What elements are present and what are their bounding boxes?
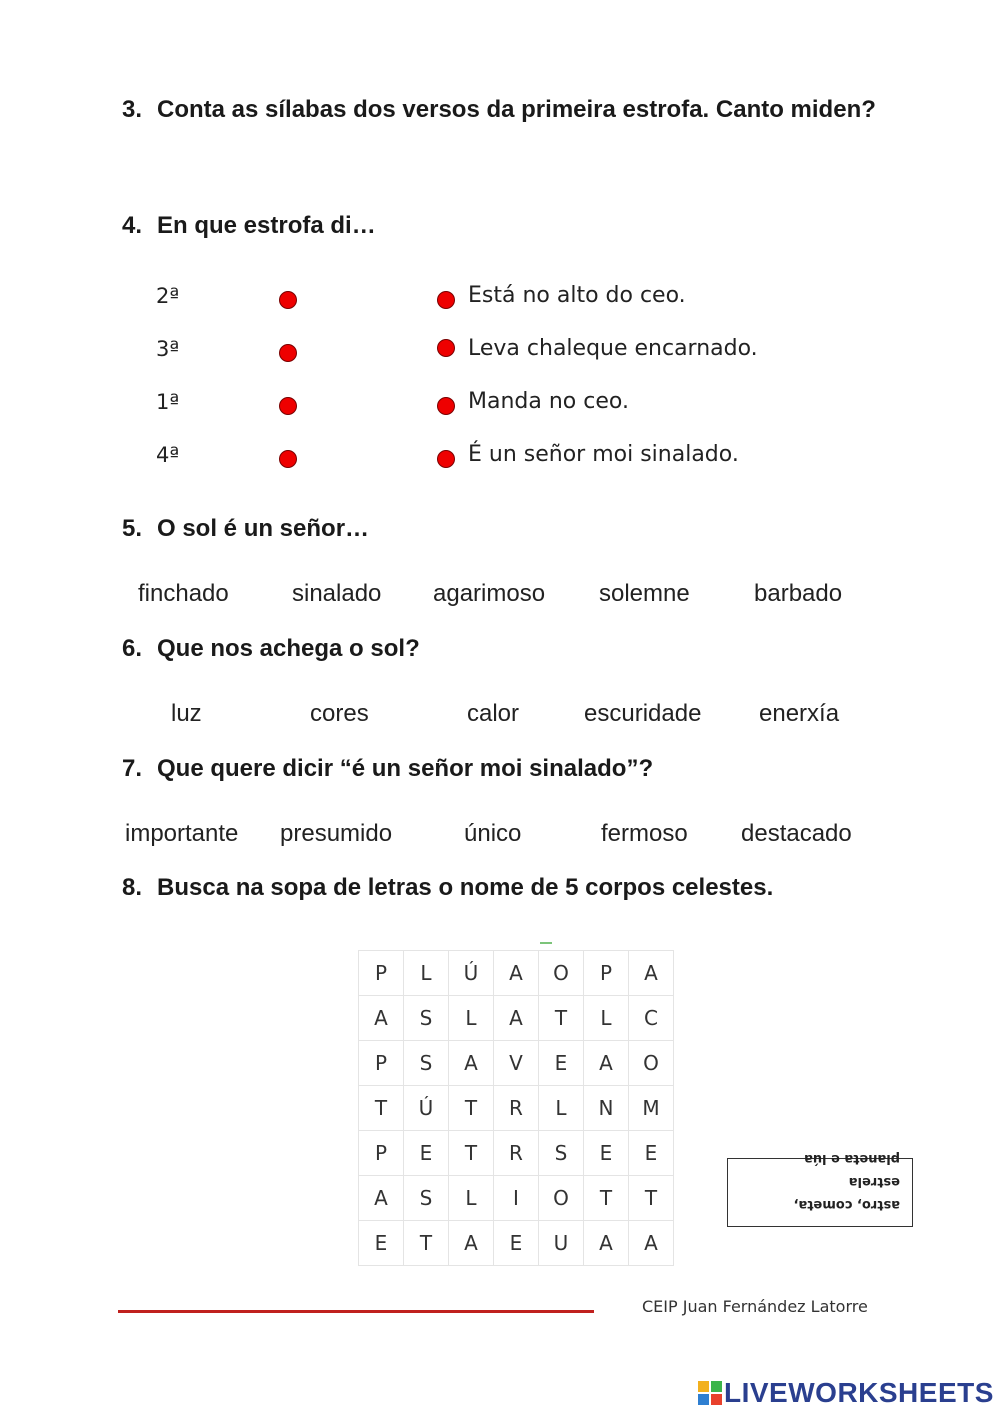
match-left-dot[interactable] <box>279 450 297 468</box>
grid-letter-cell[interactable]: A <box>494 996 539 1041</box>
question-4 <box>122 208 882 244</box>
footer-divider <box>118 1310 594 1313</box>
answer-option[interactable]: destacado <box>741 820 852 847</box>
question-number: 4. <box>122 212 143 239</box>
brand-name: LIVEWORKSHEETS <box>724 1377 994 1408</box>
match-left-item: 2ª <box>156 284 180 308</box>
question-text: Que nos achega o sol? <box>157 635 420 662</box>
grid-letter-cell[interactable]: I <box>494 1176 539 1221</box>
grid-letter-cell[interactable]: P <box>359 1131 404 1176</box>
grid-letter-cell[interactable]: E <box>359 1221 404 1266</box>
match-right-dot[interactable] <box>437 339 455 357</box>
answer-option[interactable]: escuridade <box>584 700 702 727</box>
grid-letter-cell[interactable]: T <box>359 1086 404 1131</box>
grid-letter-cell[interactable]: A <box>629 951 674 996</box>
grid-letter-cell[interactable]: T <box>449 1086 494 1131</box>
question-text: En que estrofa di… <box>157 212 376 239</box>
grid-letter-cell[interactable]: R <box>494 1086 539 1131</box>
question-text: Conta as sílabas dos versos da primeira estrofa. Canto miden? <box>157 96 876 123</box>
grid-letter-cell[interactable]: T <box>539 996 584 1041</box>
grid-row <box>359 951 674 996</box>
grid-letter-cell[interactable]: A <box>584 1221 629 1266</box>
grid-letter-cell[interactable]: E <box>494 1221 539 1266</box>
grid-letter-cell[interactable]: P <box>359 1041 404 1086</box>
answer-option[interactable]: luz <box>171 700 202 727</box>
grid-row <box>359 1221 674 1266</box>
grid-letter-cell[interactable]: S <box>404 996 449 1041</box>
grid-letter-cell[interactable]: L <box>584 996 629 1041</box>
hint-text-rotated <box>728 1151 912 1226</box>
question-number: 5. <box>122 515 143 542</box>
grid-letter-cell[interactable]: A <box>359 996 404 1041</box>
match-left-dot[interactable] <box>279 397 297 415</box>
grid-row <box>359 1086 674 1131</box>
match-left-item: 1ª <box>156 390 180 414</box>
grid-letter-cell[interactable]: U <box>539 1221 584 1266</box>
grid-letter-cell[interactable]: A <box>494 951 539 996</box>
match-left-dot[interactable] <box>279 291 297 309</box>
match-right-dot[interactable] <box>437 450 455 468</box>
grid-letter-cell[interactable]: A <box>359 1176 404 1221</box>
grid-letter-cell[interactable]: V <box>494 1041 539 1086</box>
match-right-item: Está no alto do ceo. <box>468 283 686 308</box>
grid-letter-cell[interactable]: L <box>539 1086 584 1131</box>
school-name: CEIP Juan Fernández Latorre <box>642 1297 868 1316</box>
grid-letter-cell[interactable]: S <box>404 1176 449 1221</box>
grid-row <box>359 1131 674 1176</box>
question-number: 7. <box>122 755 143 782</box>
grid-letter-cell[interactable]: L <box>449 996 494 1041</box>
question-text: O sol é un señor… <box>157 515 370 542</box>
grid-letter-cell[interactable]: T <box>629 1176 674 1221</box>
grid-letter-cell[interactable]: L <box>404 951 449 996</box>
match-right-item: É un señor moi sinalado. <box>468 442 739 467</box>
match-right-item: Leva chaleque encarnado. <box>468 336 758 361</box>
grid-row <box>359 1041 674 1086</box>
match-left-item: 3ª <box>156 337 180 361</box>
grid-letter-cell[interactable]: R <box>494 1131 539 1176</box>
answer-option[interactable]: único <box>464 820 522 847</box>
grid-letter-cell[interactable]: A <box>629 1221 674 1266</box>
liveworksheets-brand <box>698 1378 994 1408</box>
grid-letter-cell[interactable]: L <box>449 1176 494 1221</box>
grid-letter-cell[interactable]: T <box>584 1176 629 1221</box>
grid-letter-cell[interactable]: P <box>584 951 629 996</box>
answer-option[interactable]: solemne <box>599 580 690 607</box>
answer-option[interactable]: presumido <box>280 820 393 847</box>
grid-letter-cell[interactable]: P <box>359 951 404 996</box>
hint-line: astro, cometa, estrela <box>793 1174 900 1212</box>
grid-letter-cell[interactable]: S <box>539 1131 584 1176</box>
answer-option[interactable]: cores <box>310 700 369 727</box>
grid-letter-cell[interactable]: O <box>539 1176 584 1221</box>
hint-box <box>727 1151 913 1227</box>
question-7 <box>122 751 882 787</box>
grid-row <box>359 1176 674 1221</box>
word-search-grid <box>358 950 674 1266</box>
question-text: Busca na sopa de letras o nome de 5 corpos celestes. <box>157 874 774 901</box>
grid-letter-cell[interactable]: N <box>584 1086 629 1131</box>
grid-letter-cell[interactable]: A <box>584 1041 629 1086</box>
grid-letter-cell[interactable]: C <box>629 996 674 1041</box>
grid-letter-cell[interactable]: S <box>404 1041 449 1086</box>
question-8 <box>122 870 882 906</box>
answer-option[interactable]: barbado <box>754 580 843 607</box>
grid-letter-cell[interactable]: Ú <box>404 1086 449 1131</box>
match-left-dot[interactable] <box>279 344 297 362</box>
match-left-item: 4ª <box>156 443 180 467</box>
answer-option[interactable]: importante <box>125 820 239 847</box>
grid-letter-cell[interactable]: E <box>539 1041 584 1086</box>
grid-letter-cell[interactable]: E <box>404 1131 449 1176</box>
hint-line: planeta e lúa <box>804 1151 900 1166</box>
answer-option[interactable]: agarimoso <box>433 580 546 607</box>
question-number: 3. <box>122 96 143 123</box>
answer-option[interactable]: sinalado <box>292 580 382 607</box>
grid-letter-cell[interactable]: T <box>404 1221 449 1266</box>
match-right-dot[interactable] <box>437 291 455 309</box>
match-right-dot[interactable] <box>437 397 455 415</box>
question-3 <box>122 92 882 128</box>
answer-option[interactable]: finchado <box>138 580 229 607</box>
green-mark <box>540 942 552 944</box>
answer-option[interactable]: enerxía <box>759 700 840 727</box>
question-number: 6. <box>122 635 143 662</box>
question-text: Que quere dicir “é un señor moi sinalado”? <box>157 755 654 782</box>
grid-row <box>359 996 674 1041</box>
grid-letter-cell[interactable]: Ú <box>449 951 494 996</box>
match-right-item: Manda no ceo. <box>468 389 629 414</box>
grid-letter-cell[interactable]: A <box>449 1221 494 1266</box>
question-number: 8. <box>122 874 143 901</box>
grid-letter-cell[interactable]: A <box>449 1041 494 1086</box>
grid-letter-cell[interactable]: T <box>449 1131 494 1176</box>
answer-option[interactable]: fermoso <box>601 820 688 847</box>
grid-letter-cell[interactable]: E <box>629 1131 674 1176</box>
liveworksheets-logo-icon <box>698 1381 722 1405</box>
question-5 <box>122 511 882 547</box>
grid-letter-cell[interactable]: O <box>539 951 584 996</box>
question-6 <box>122 631 882 667</box>
answer-option[interactable]: calor <box>467 700 520 727</box>
grid-letter-cell[interactable]: E <box>584 1131 629 1176</box>
grid-letter-cell[interactable]: O <box>629 1041 674 1086</box>
grid-letter-cell[interactable]: M <box>629 1086 674 1131</box>
